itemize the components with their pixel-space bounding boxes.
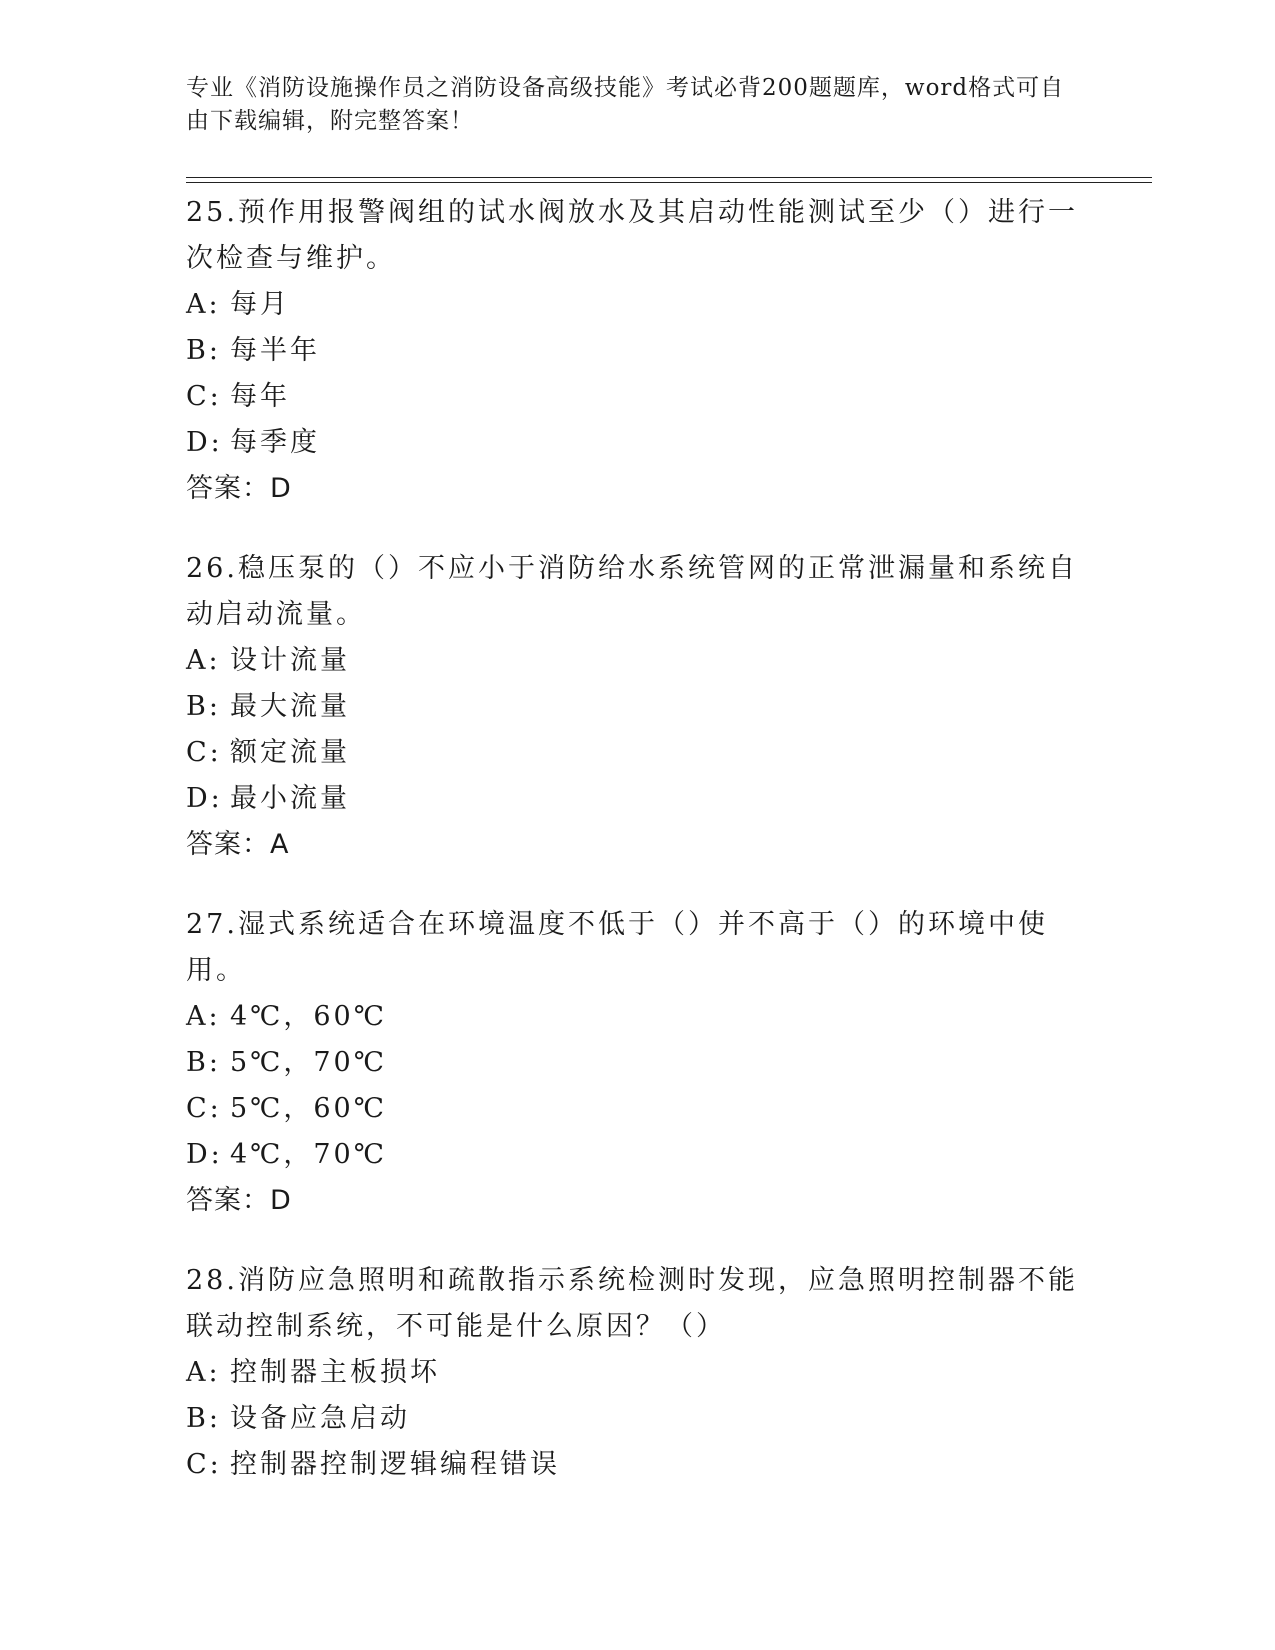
option-text: 最大流量 <box>230 691 350 722</box>
option-text: 设备应急启动 <box>230 1403 410 1434</box>
option-text: 4℃，60℃ <box>230 1001 387 1032</box>
option-c <box>186 1442 1086 1488</box>
option-c <box>186 1086 1086 1132</box>
option-letter: A: <box>186 1357 221 1388</box>
answer-line: 答案：D <box>186 1185 292 1216</box>
option-letter: B: <box>186 335 221 366</box>
option-letter: D: <box>186 783 223 814</box>
question-item <box>186 1258 1086 1488</box>
question-stem: 25.预作用报警阀组的试水阀放水及其启动性能测试至少（）进行一次检查与维护。 <box>186 197 1078 274</box>
option-letter: B: <box>186 691 221 722</box>
question-item <box>186 902 1086 1224</box>
question-list <box>186 190 1086 1522</box>
option-letter: C: <box>186 1449 222 1480</box>
question-item <box>186 190 1086 512</box>
option-text: 每年 <box>230 381 290 412</box>
option-text: 设计流量 <box>230 645 350 676</box>
option-d <box>186 1132 1086 1178</box>
option-text: 每月 <box>230 289 290 320</box>
option-a <box>186 638 1086 684</box>
option-text: 最小流量 <box>230 783 350 814</box>
option-c <box>186 730 1086 776</box>
option-d <box>186 420 1086 466</box>
option-letter: C: <box>186 737 222 768</box>
option-text: 每半年 <box>230 335 320 366</box>
option-d <box>186 776 1086 822</box>
header-divider-top <box>186 177 1152 178</box>
option-text: 每季度 <box>230 427 320 458</box>
option-b <box>186 1396 1086 1442</box>
answer-line: 答案：A <box>186 829 290 860</box>
option-a <box>186 282 1086 328</box>
option-letter: C: <box>186 1093 222 1124</box>
option-letter: A: <box>186 289 221 320</box>
option-text: 5℃，70℃ <box>230 1047 387 1078</box>
option-letter: C: <box>186 381 222 412</box>
question-stem: 28.消防应急照明和疏散指示系统检测时发现，应急照明控制器不能联动控制系统，不可能是什么原因？（） <box>186 1265 1078 1342</box>
option-a <box>186 1350 1086 1396</box>
header-divider-bottom <box>186 182 1152 183</box>
option-text: 5℃，60℃ <box>230 1093 387 1124</box>
option-text: 控制器控制逻辑编程错误 <box>230 1449 560 1480</box>
option-letter: A: <box>186 645 221 676</box>
document-header: 专业《消防设施操作员之消防设备高级技能》考试必背200题题库，word格式可自由下载编辑，附完整答案！ <box>186 75 1065 134</box>
option-text: 控制器主板损坏 <box>230 1357 440 1388</box>
option-c <box>186 374 1086 420</box>
option-text: 额定流量 <box>230 737 350 768</box>
answer-line: 答案：D <box>186 473 292 504</box>
option-b <box>186 328 1086 374</box>
option-letter: A: <box>186 1001 221 1032</box>
option-b <box>186 1040 1086 1086</box>
option-b <box>186 684 1086 730</box>
option-letter: D: <box>186 427 223 458</box>
option-letter: B: <box>186 1403 221 1434</box>
option-letter: D: <box>186 1139 223 1170</box>
option-a <box>186 994 1086 1040</box>
question-stem: 27.湿式系统适合在环境温度不低于（）并不高于（）的环境中使用。 <box>186 909 1048 986</box>
question-item <box>186 546 1086 868</box>
option-text: 4℃，70℃ <box>230 1139 387 1170</box>
option-letter: B: <box>186 1047 221 1078</box>
question-stem: 26.稳压泵的（）不应小于消防给水系统管网的正常泄漏量和系统自动启动流量。 <box>186 553 1078 630</box>
